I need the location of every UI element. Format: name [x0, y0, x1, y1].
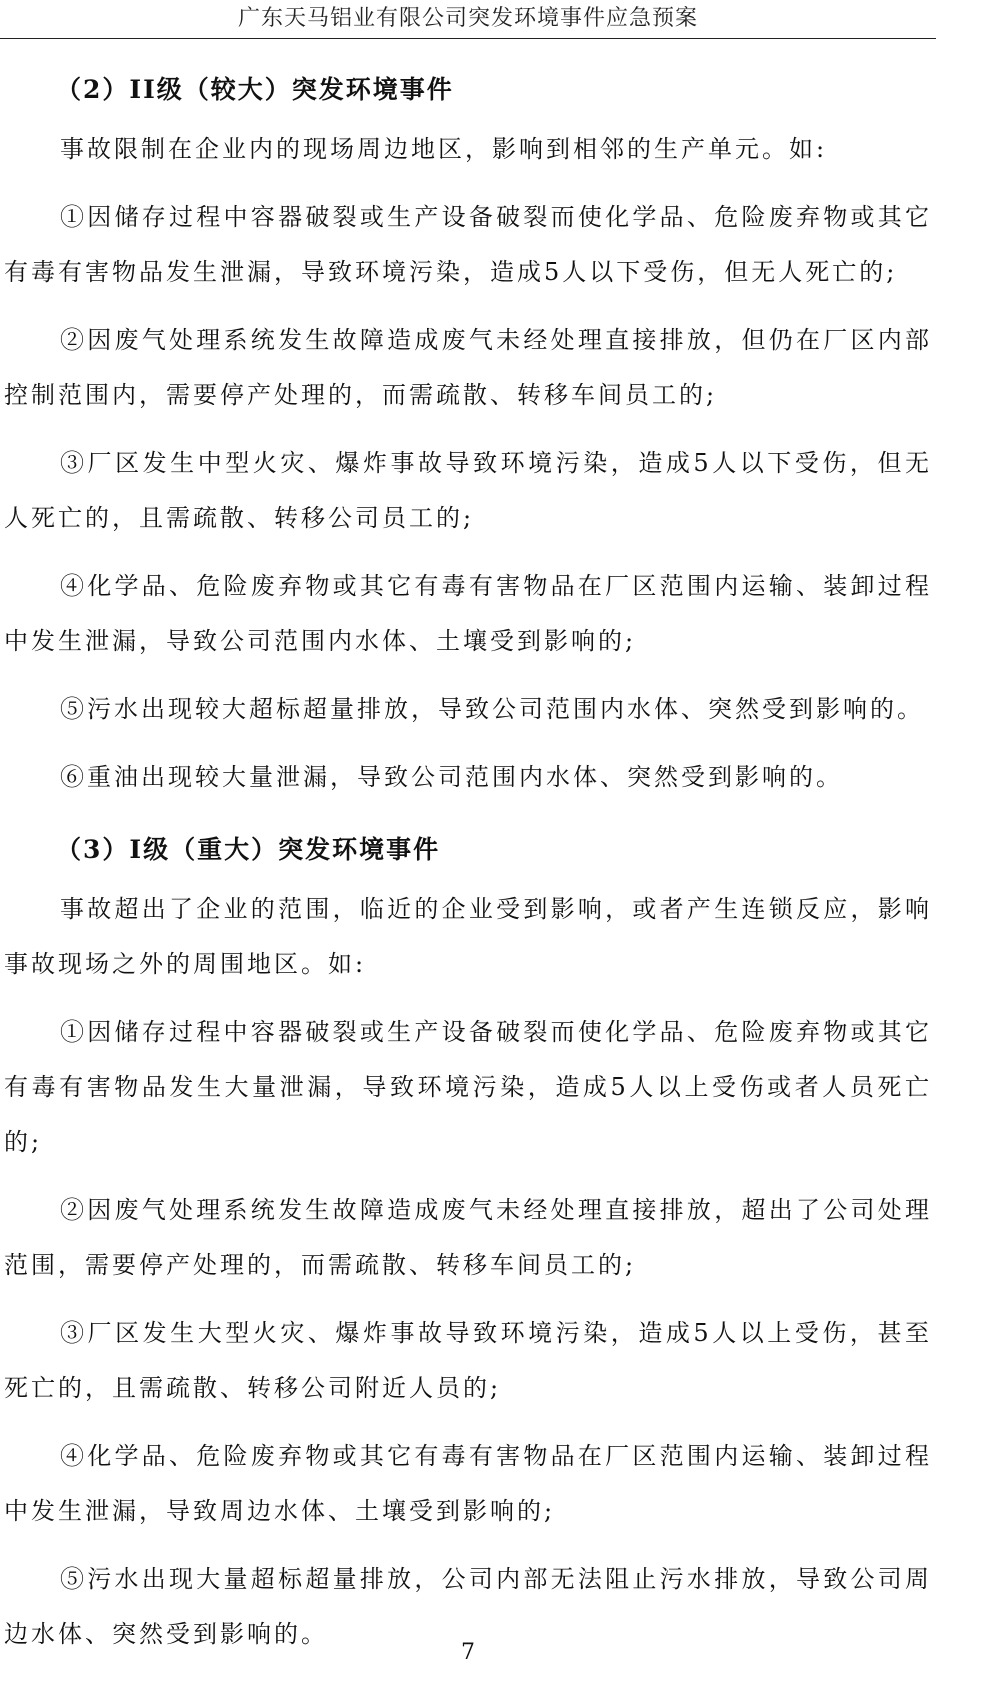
section-intro: 事故超出了企业的范围，临近的企业受到影响，或者产生连锁反应，影响事故现场之外的周围地区。如:	[4, 895, 932, 978]
page-header	[0, 0, 936, 39]
list-item: ④化学品、危险废弃物或其它有毒有害物品在厂区范围内运输、装卸过程中发生泄漏，导致周边水体、土壤受到影响的;	[4, 1442, 932, 1525]
section-intro: 事故限制在企业内的现场周边地区，影响到相邻的生产单元。如:	[60, 135, 828, 163]
list-item: ②因废气处理系统发生故障造成废气未经处理直接排放，但仍在厂区内部控制范围内，需要停产处理的，而需疏散、转移车间员工的;	[4, 326, 932, 409]
list-item: ③厂区发生大型火灾、爆炸事故导致环境污染，造成5人以上受伤，甚至死亡的，且需疏散、转移公司附近人员的;	[4, 1319, 932, 1402]
section-heading-level-2: （2）II级（较大）突发环境事件	[56, 75, 454, 104]
section-heading-level-1: （3）I级（重大）突发环境事件	[56, 835, 441, 864]
list-item: ③厂区发生中型火灾、爆炸事故导致环境污染，造成5人以下受伤，但无人死亡的，且需疏散、转移公司员工的;	[4, 449, 932, 532]
page-number: 7	[461, 1640, 475, 1665]
list-item: ①因储存过程中容器破裂或生产设备破裂而使化学品、危险废弃物或其它有毒有害物品发生泄漏，导致环境污染，造成5人以下受伤，但无人死亡的;	[4, 203, 932, 286]
document-title: 广东天马铝业有限公司突发环境事件应急预案	[237, 6, 698, 31]
list-item: ⑤污水出现较大超标超量排放，导致公司范围内水体、突然受到影响的。	[60, 695, 924, 723]
list-item: ⑤污水出现大量超标超量排放，公司内部无法阻止污水排放，导致公司周边水体、突然受到影响的。	[4, 1565, 932, 1648]
list-item: ①因储存过程中容器破裂或生产设备破裂而使化学品、危险废弃物或其它有毒有害物品发生大量泄漏，导致环境污染，造成5人以上受伤或者人员死亡的;	[4, 1018, 932, 1156]
document-body	[0, 58, 936, 1675]
list-item: ②因废气处理系统发生故障造成废气未经处理直接排放，超出了公司处理范围，需要停产处理的，而需疏散、转移车间员工的;	[4, 1196, 932, 1279]
list-item: ④化学品、危险废弃物或其它有毒有害物品在厂区范围内运输、装卸过程中发生泄漏，导致公司范围内水体、土壤受到影响的;	[4, 572, 932, 655]
list-item: ⑥重油出现较大量泄漏，导致公司范围内水体、突然受到影响的。	[60, 763, 843, 791]
